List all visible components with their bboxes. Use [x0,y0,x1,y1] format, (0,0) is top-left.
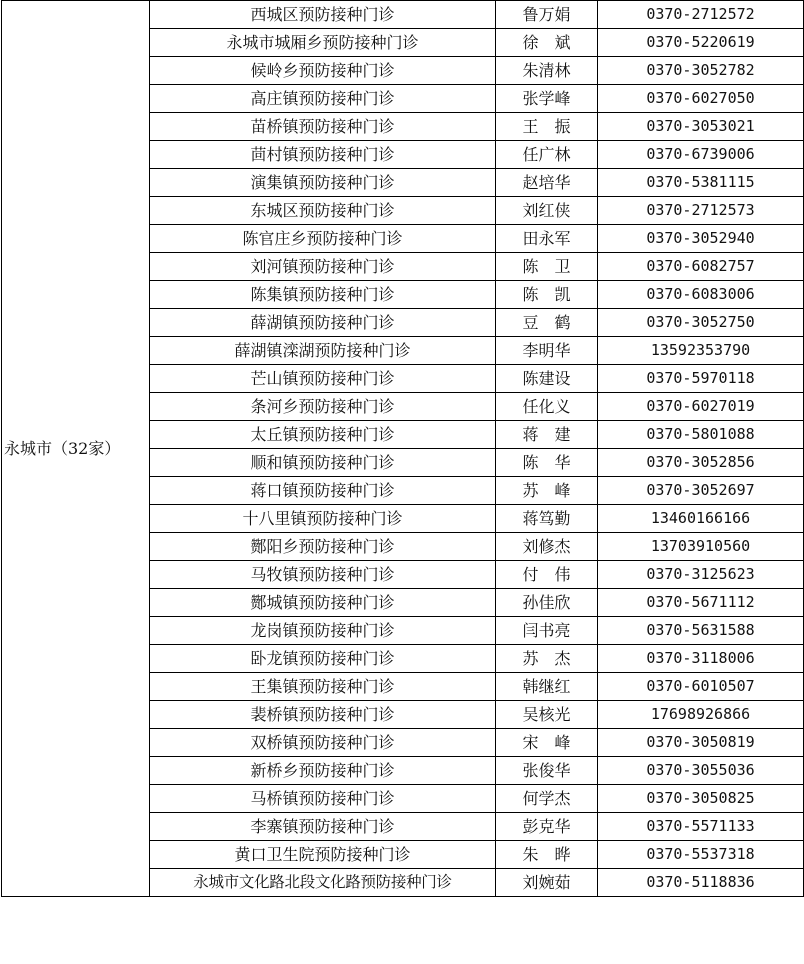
phone-number-cell: 0370-5671112 [598,589,804,617]
clinic-name-cell: 马桥镇预防接种门诊 [150,785,496,813]
contact-name-cell: 孙佳欣 [496,589,598,617]
clinic-name-cell: 双桥镇预防接种门诊 [150,729,496,757]
contact-name-cell: 赵培华 [496,169,598,197]
contact-name-cell: 张俊华 [496,757,598,785]
phone-number-cell: 0370-6739006 [598,141,804,169]
contact-name-cell: 陈 华 [496,449,598,477]
phone-number-cell: 0370-3050825 [598,785,804,813]
clinic-name-cell: 刘河镇预防接种门诊 [150,253,496,281]
contact-name-cell: 任广林 [496,141,598,169]
clinic-name-cell: 黄口卫生院预防接种门诊 [150,841,496,869]
clinic-name-cell: 陈官庄乡预防接种门诊 [150,225,496,253]
phone-number-cell: 0370-3118006 [598,645,804,673]
phone-number-cell: 0370-5631588 [598,617,804,645]
clinic-name-cell: 马牧镇预防接种门诊 [150,561,496,589]
contact-name-cell: 豆 鹤 [496,309,598,337]
phone-number-cell: 0370-2712572 [598,1,804,29]
contact-name-cell: 吴核光 [496,701,598,729]
clinic-name-cell: 王集镇预防接种门诊 [150,673,496,701]
phone-number-cell: 0370-6082757 [598,253,804,281]
phone-number-cell: 0370-3052856 [598,449,804,477]
clinic-name-cell: 太丘镇预防接种门诊 [150,421,496,449]
clinic-name-cell: 李寨镇预防接种门诊 [150,813,496,841]
phone-number-cell: 0370-3053021 [598,113,804,141]
phone-number-cell: 0370-6027050 [598,85,804,113]
phone-number-cell: 0370-3050819 [598,729,804,757]
contact-name-cell: 苏 峰 [496,477,598,505]
contact-name-cell: 李明华 [496,337,598,365]
contact-name-cell: 朱 晔 [496,841,598,869]
phone-number-cell: 0370-3052940 [598,225,804,253]
contact-name-cell: 闫书亮 [496,617,598,645]
contact-name-cell: 韩继红 [496,673,598,701]
contact-name-cell: 何学杰 [496,785,598,813]
clinic-name-cell: 十八里镇预防接种门诊 [150,505,496,533]
clinic-name-cell: 东城区预防接种门诊 [150,197,496,225]
phone-number-cell: 13703910560 [598,533,804,561]
contact-name-cell: 宋 峰 [496,729,598,757]
contact-name-cell: 刘修杰 [496,533,598,561]
contact-name-cell: 陈建设 [496,365,598,393]
clinic-name-cell: 酂阳乡预防接种门诊 [150,533,496,561]
phone-number-cell: 0370-5381115 [598,169,804,197]
phone-number-cell: 0370-3125623 [598,561,804,589]
phone-number-cell: 0370-5537318 [598,841,804,869]
phone-number-cell: 0370-5571133 [598,813,804,841]
clinic-name-cell: 西城区预防接种门诊 [150,1,496,29]
phone-number-cell: 0370-5220619 [598,29,804,57]
clinic-name-cell: 薛湖镇滦湖预防接种门诊 [150,337,496,365]
phone-number-cell: 0370-3052697 [598,477,804,505]
region-cell: 永城市（32家） [2,1,150,897]
clinic-name-cell: 裴桥镇预防接种门诊 [150,701,496,729]
contact-name-cell: 徐 斌 [496,29,598,57]
clinic-name-cell: 永城市文化路北段文化路预防接种门诊 [150,869,496,897]
contact-name-cell: 张学峰 [496,85,598,113]
clinic-name-cell: 薛湖镇预防接种门诊 [150,309,496,337]
clinic-name-cell: 新桥乡预防接种门诊 [150,757,496,785]
phone-number-cell: 0370-3052782 [598,57,804,85]
phone-number-cell: 0370-6027019 [598,393,804,421]
contact-name-cell: 陈 凯 [496,281,598,309]
phone-number-cell: 17698926866 [598,701,804,729]
clinic-name-cell: 永城市城厢乡预防接种门诊 [150,29,496,57]
clinic-name-cell: 酂城镇预防接种门诊 [150,589,496,617]
phone-number-cell: 0370-5801088 [598,421,804,449]
clinic-name-cell: 演集镇预防接种门诊 [150,169,496,197]
table-row [2,1,804,29]
clinic-name-cell: 蒋口镇预防接种门诊 [150,477,496,505]
contact-name-cell: 刘红侠 [496,197,598,225]
phone-number-cell: 0370-5118836 [598,869,804,897]
clinic-name-cell: 陈集镇预防接种门诊 [150,281,496,309]
contact-name-cell: 彭克华 [496,813,598,841]
clinic-name-cell: 芒山镇预防接种门诊 [150,365,496,393]
clinic-name-cell: 候岭乡预防接种门诊 [150,57,496,85]
contact-name-cell: 蒋笃勤 [496,505,598,533]
contact-name-cell: 任化义 [496,393,598,421]
clinic-name-cell: 龙岗镇预防接种门诊 [150,617,496,645]
clinic-name-cell: 高庄镇预防接种门诊 [150,85,496,113]
phone-number-cell: 0370-6083006 [598,281,804,309]
contact-name-cell: 蒋 建 [496,421,598,449]
clinic-directory-body [2,1,804,897]
contact-name-cell: 田永军 [496,225,598,253]
contact-name-cell: 朱清林 [496,57,598,85]
clinic-name-cell: 茴村镇预防接种门诊 [150,141,496,169]
phone-number-cell: 0370-6010507 [598,673,804,701]
phone-number-cell: 0370-5970118 [598,365,804,393]
clinic-name-cell: 条河乡预防接种门诊 [150,393,496,421]
contact-name-cell: 王 振 [496,113,598,141]
phone-number-cell: 0370-2712573 [598,197,804,225]
phone-number-cell: 0370-3055036 [598,757,804,785]
contact-name-cell: 付 伟 [496,561,598,589]
contact-name-cell: 陈 卫 [496,253,598,281]
clinic-directory-table [1,0,804,897]
phone-number-cell: 0370-3052750 [598,309,804,337]
contact-name-cell: 鲁万娟 [496,1,598,29]
contact-name-cell: 刘婉茹 [496,869,598,897]
phone-number-cell: 13460166166 [598,505,804,533]
phone-number-cell: 13592353790 [598,337,804,365]
contact-name-cell: 苏 杰 [496,645,598,673]
clinic-name-cell: 卧龙镇预防接种门诊 [150,645,496,673]
clinic-name-cell: 顺和镇预防接种门诊 [150,449,496,477]
clinic-name-cell: 苗桥镇预防接种门诊 [150,113,496,141]
